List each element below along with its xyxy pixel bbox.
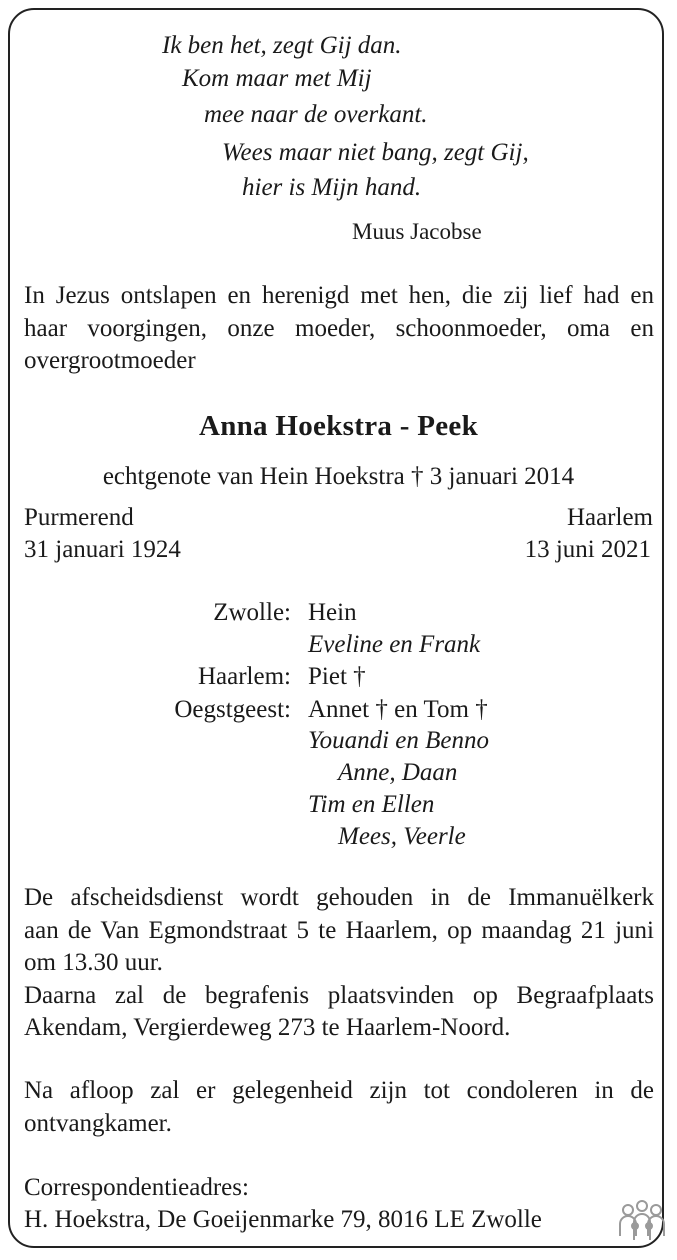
family-member: Mees, Veerle <box>338 823 466 850</box>
family-member: Piet † <box>308 663 366 690</box>
service-line: De afscheidsdienst wordt gehouden in de Immanuëlkerk <box>24 884 654 911</box>
intro-line: haar voorgingen, onze moeder, schoonmoeder, oma en <box>24 314 654 342</box>
people-group-icon <box>614 1196 670 1248</box>
poem-line: Kom maar met Mij <box>182 65 372 92</box>
condolence-paragraph <box>24 1075 654 1140</box>
condolence-line: ontvangkamer. <box>24 1109 172 1137</box>
poem-line: Wees maar niet bang, zegt Gij, <box>222 139 529 166</box>
intro-paragraph <box>24 280 654 378</box>
poem-line: hier is Mijn hand. <box>242 174 422 201</box>
intro-line: overgrootmoeder <box>24 347 196 374</box>
intro-line: In Jezus ontslapen en herenigd met hen, die zij lief had en <box>24 282 654 309</box>
death-place: Haarlem <box>566 504 653 531</box>
birth-place: Purmerend <box>24 504 134 531</box>
family-member: Youandi en Benno <box>308 727 490 754</box>
poem-author: Muus Jacobse <box>352 219 482 244</box>
family-member: Annet † en Tom † <box>308 696 488 723</box>
service-line: Daarna zal de begrafenis plaatsvinden op Begraafplaats <box>24 981 654 1009</box>
family-member: Eveline en Frank <box>308 631 481 658</box>
correspondence-label: Correspondentieadres: <box>24 1174 249 1201</box>
birth-date: 31 januari 1924 <box>24 536 181 563</box>
service-paragraph <box>24 882 654 1045</box>
service-line: aan de Van Egmondstraat 5 te Haarlem, op maandag 21 juni <box>24 916 654 944</box>
spouse-line: echtgenote van Hein Hoekstra † 3 januari 2014 <box>102 463 575 490</box>
family-location: Zwolle: <box>213 599 291 626</box>
family-location: Haarlem: <box>197 663 291 690</box>
poem-line: mee naar de overkant. <box>204 101 428 128</box>
service-line: Akendam, Vergierdeweg 273 te Haarlem-Noord. <box>24 1014 511 1041</box>
family-member: Tim en Ellen <box>308 791 435 818</box>
deceased-name: Anna Hoekstra - Peek <box>198 410 479 442</box>
death-date: 13 juni 2021 <box>524 536 651 563</box>
correspondence-address: H. Hoekstra, De Goeijenmarke 79, 8016 LE Zwolle <box>24 1206 542 1233</box>
family-member: Hein <box>308 599 357 626</box>
family-location: Oegstgeest: <box>174 696 291 723</box>
condolence-line: Na afloop zal er gelegenheid zijn tot condoleren in de <box>24 1077 654 1104</box>
poem-line: Ik ben het, zegt Gij dan. <box>162 32 402 59</box>
family-member: Anne, Daan <box>338 759 458 786</box>
service-line: om 13.30 uur. <box>24 949 163 976</box>
